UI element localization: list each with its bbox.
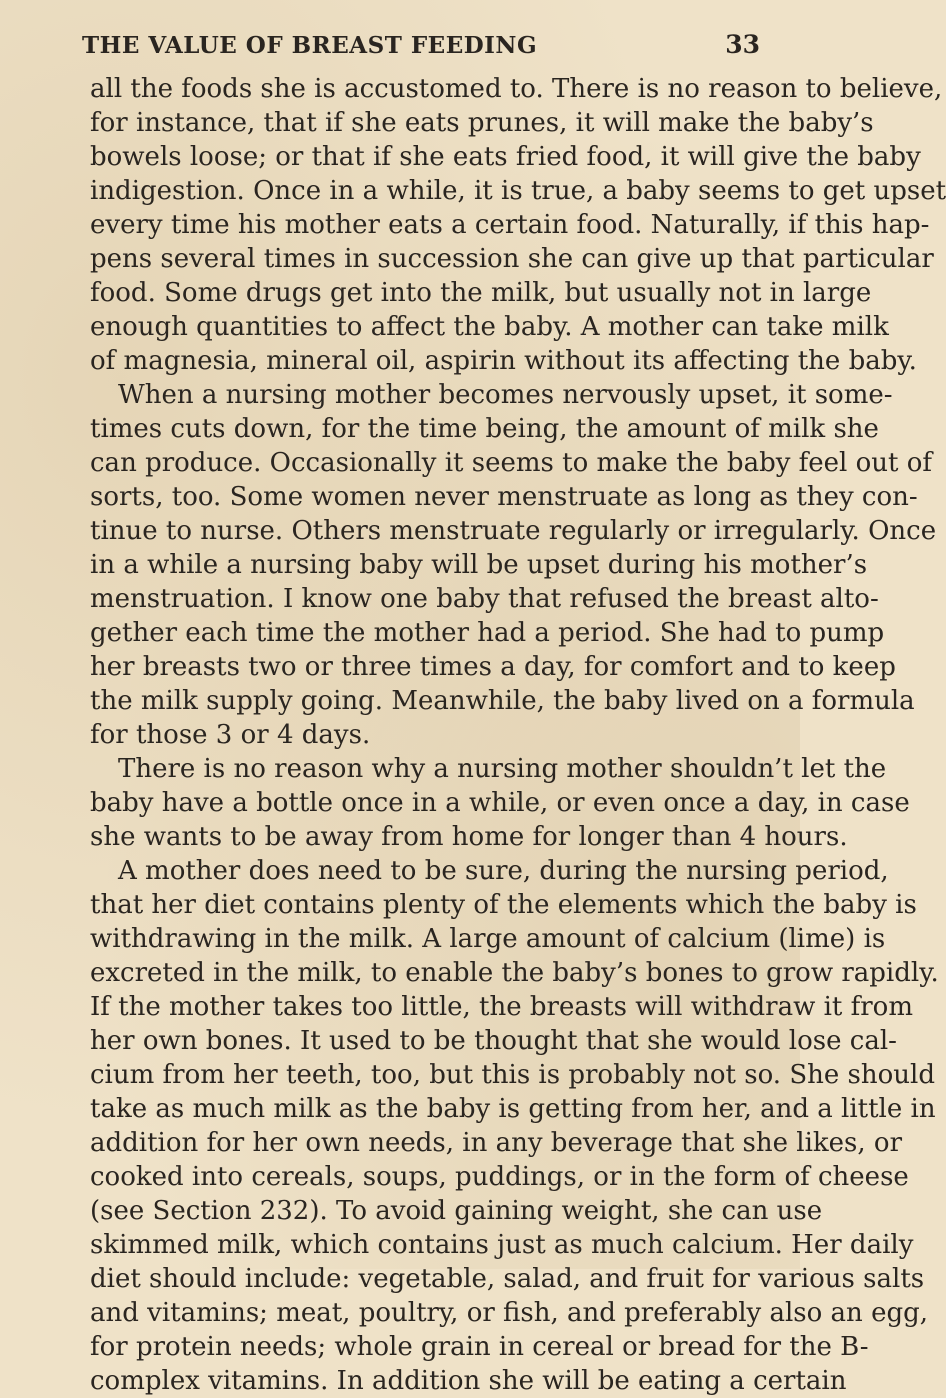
text-line: her breasts two or three times a day, for comfort and to keep: [90, 652, 896, 682]
page-number: 33: [725, 30, 760, 59]
text-line: bowels loose; or that if she eats fried food, it will give the baby: [90, 142, 921, 172]
text-line: When a nursing mother becomes nervously upset, it some-: [118, 380, 893, 410]
text-line: pens several times in succession she can give up that particular: [90, 244, 934, 274]
text-line: of magnesia, mineral oil, aspirin without its affecting the baby.: [90, 346, 917, 376]
body-text: [90, 72, 946, 1398]
text-line: indigestion. Once in a while, it is true, a baby seems to get upset: [90, 176, 946, 206]
text-line: the milk supply going. Meanwhile, the baby lived on a formula: [90, 686, 915, 716]
text-line: she wants to be away from home for longer than 4 hours.: [90, 822, 848, 852]
text-line: cooked into cereals, soups, puddings, or in the form of cheese: [90, 1162, 909, 1192]
text-line: for those 3 or 4 days.: [90, 720, 371, 750]
page-header: [60, 26, 760, 66]
text-line: all the foods she is accustomed to. There is no reason to believe,: [90, 74, 943, 104]
text-line: addition for her own needs, in any beverage that she likes, or: [90, 1128, 903, 1158]
text-line: (see Section 232). To avoid gaining weight, she can use: [90, 1196, 823, 1226]
text-line: and vitamins; meat, poultry, or fish, and preferably also an egg,: [90, 1298, 929, 1328]
text-line: gether each time the mother had a period. She had to pump: [90, 618, 885, 648]
text-line: for protein needs; whole grain in cereal or bread for the B-: [90, 1332, 869, 1362]
text-line: skimmed milk, which contains just as much calcium. Her daily: [90, 1230, 914, 1260]
text-line: food. Some drugs get into the milk, but usually not in large: [90, 278, 872, 308]
text-line: baby have a bottle once in a while, or even once a day, in case: [90, 788, 910, 818]
text-line: menstruation. I know one baby that refused the breast alto-: [90, 584, 879, 614]
text-line: can produce. Occasionally it seems to make the baby feel out of: [90, 448, 933, 478]
text-line: tinue to nurse. Others menstruate regularly or irregularly. Once: [90, 516, 937, 546]
text-line: for instance, that if she eats prunes, it will make the baby’s: [90, 108, 874, 138]
running-head: THE VALUE OF BREAST FEEDING: [82, 32, 538, 59]
text-line: If the mother takes too little, the breasts will withdraw it from: [90, 992, 913, 1022]
text-line: A mother does need to be sure, during the nursing period,: [118, 856, 889, 886]
text-line: in a while a nursing baby will be upset during his mother’s: [90, 550, 868, 580]
text-line: enough quantities to affect the baby. A mother can take milk: [90, 312, 889, 342]
text-line: every time his mother eats a certain food. Naturally, if this hap-: [90, 210, 930, 240]
text-line: that her diet contains plenty of the elements which the baby is: [90, 890, 917, 920]
text-line: her own bones. It used to be thought that she would lose cal-: [90, 1026, 897, 1056]
text-line: excreted in the milk, to enable the baby’s bones to grow rapidly.: [90, 958, 939, 988]
text-line: sorts, too. Some women never menstruate as long as they con-: [90, 482, 918, 512]
text-line: take as much milk as the baby is getting from her, and a little in: [90, 1094, 936, 1124]
text-line: cium from her teeth, too, but this is probably not so. She should: [90, 1060, 935, 1090]
text-line: times cuts down, for the time being, the amount of milk she: [90, 414, 879, 444]
text-line: diet should include: vegetable, salad, and fruit for various salts: [90, 1264, 925, 1294]
text-line: There is no reason why a nursing mother shouldn’t let the: [118, 754, 887, 784]
text-line: withdrawing in the milk. A large amount of calcium (lime) is: [90, 924, 886, 954]
text-line: complex vitamins. In addition she will be eating a certain: [90, 1366, 847, 1396]
